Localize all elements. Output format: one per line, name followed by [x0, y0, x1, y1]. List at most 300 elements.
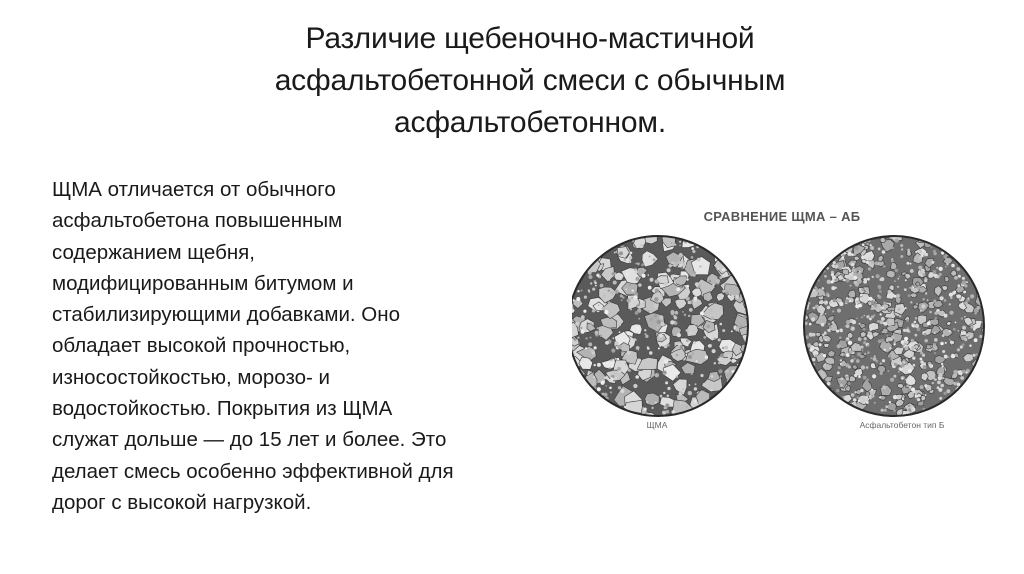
fine-grain — [607, 372, 610, 375]
fine-grain — [859, 271, 861, 273]
fine-grain — [932, 270, 936, 274]
fine-grain — [649, 351, 652, 354]
fine-grain — [695, 383, 697, 385]
fine-grain — [914, 321, 916, 323]
fine-grain — [609, 311, 612, 314]
fine-grain — [590, 349, 593, 352]
fine-grain — [972, 354, 975, 357]
fine-grain — [634, 338, 637, 341]
body-paragraph — [52, 174, 552, 518]
fine-grain — [840, 377, 843, 380]
fine-grain — [824, 301, 828, 305]
fine-grain — [686, 329, 689, 332]
fine-grain — [924, 384, 927, 387]
fine-grain — [896, 294, 900, 298]
fine-grain — [627, 298, 631, 302]
fine-grain — [955, 322, 957, 324]
fine-grain — [905, 379, 907, 381]
fine-grain — [648, 286, 652, 290]
fine-grain — [870, 244, 872, 246]
fine-grain — [722, 290, 725, 293]
fine-grain — [942, 334, 945, 337]
fine-grain — [948, 330, 950, 332]
fine-grain — [840, 359, 842, 361]
fine-grain — [592, 288, 595, 291]
fine-grain — [700, 311, 704, 315]
fine-grain — [812, 358, 816, 362]
fine-grain — [929, 306, 931, 308]
fine-grain — [587, 373, 589, 375]
fine-grain — [962, 277, 965, 280]
fine-grain — [962, 370, 966, 374]
fine-grain — [909, 386, 911, 388]
fine-grain — [734, 360, 736, 362]
fine-grain — [676, 354, 679, 357]
fine-grain — [712, 349, 716, 353]
fine-grain — [593, 376, 595, 378]
fine-grain — [581, 290, 583, 292]
fine-grain — [850, 359, 853, 362]
fine-grain — [661, 322, 665, 326]
title-line: асфальтобетонном. — [394, 106, 666, 139]
fine-grain — [850, 276, 854, 280]
fine-grain — [902, 398, 904, 400]
fine-grain — [883, 265, 885, 267]
fine-grain — [628, 369, 631, 372]
fine-grain — [866, 315, 869, 318]
fine-grain — [679, 393, 682, 396]
fine-grain — [877, 295, 880, 298]
fine-grain — [653, 258, 656, 261]
fine-grain — [866, 261, 869, 264]
fine-grain — [899, 322, 903, 326]
fine-grain — [730, 277, 732, 279]
fine-grain — [731, 331, 733, 333]
fine-grain — [867, 278, 870, 281]
fine-grain — [659, 334, 663, 338]
fine-grain — [966, 334, 969, 337]
fine-grain — [728, 295, 730, 297]
fine-grain — [665, 407, 667, 409]
fine-grain — [964, 301, 968, 305]
fine-grain — [574, 338, 577, 341]
fine-grain — [617, 367, 621, 371]
fine-grain — [632, 360, 636, 364]
fine-grain — [888, 370, 890, 372]
fine-grain — [869, 318, 872, 321]
fine-grain — [961, 317, 964, 320]
aggregate-stone — [975, 363, 986, 373]
fine-grain — [662, 411, 666, 415]
fine-grain — [923, 254, 925, 256]
fine-grain — [907, 262, 910, 265]
fine-grain — [829, 302, 831, 304]
fine-grain — [834, 264, 838, 268]
aggregate-stone — [794, 331, 805, 341]
asphalt-concrete-label: Асфальтобетон тип Б — [859, 420, 945, 430]
fine-grain — [822, 334, 825, 337]
fine-grain — [688, 355, 692, 359]
fine-grain — [610, 291, 614, 295]
fine-grain — [945, 266, 947, 268]
fine-grain — [957, 381, 959, 383]
fine-grain — [903, 329, 906, 332]
aggregate-stone — [842, 269, 849, 275]
fine-grain — [590, 337, 592, 339]
fine-grain — [901, 341, 904, 344]
fine-grain — [856, 301, 858, 303]
fine-grain — [584, 296, 587, 299]
fine-grain — [951, 354, 955, 358]
fine-grain — [724, 346, 728, 350]
fine-grain — [854, 374, 857, 377]
fine-grain — [845, 339, 847, 341]
fine-grain — [576, 297, 580, 301]
fine-grain — [581, 359, 584, 362]
fine-grain — [594, 364, 596, 366]
fine-grain — [937, 275, 940, 278]
fine-grain — [944, 355, 948, 359]
fine-grain — [883, 301, 886, 304]
fine-grain — [878, 285, 882, 289]
fine-grain — [663, 373, 665, 375]
fine-grain — [900, 402, 902, 404]
fine-grain — [846, 320, 850, 324]
figure-caption: СРАВНЕНИЕ ЩМА – АБ — [703, 209, 861, 224]
fine-grain — [964, 284, 967, 287]
fine-grain — [696, 360, 698, 362]
aggregate-stone — [802, 356, 808, 362]
fine-grain — [840, 363, 842, 365]
fine-grain — [676, 376, 678, 378]
fine-grain — [664, 359, 668, 363]
fine-grain — [861, 288, 864, 291]
fine-grain — [871, 306, 875, 310]
fine-grain — [694, 387, 697, 390]
fine-grain — [912, 409, 914, 411]
fine-grain — [919, 250, 923, 254]
fine-grain — [613, 337, 615, 339]
fine-grain — [966, 281, 968, 283]
fine-grain — [684, 314, 687, 317]
fine-grain — [718, 338, 721, 341]
fine-grain — [709, 308, 713, 312]
fine-grain — [855, 304, 859, 308]
fine-grain — [881, 370, 883, 372]
fine-grain — [647, 413, 649, 415]
fine-grain — [885, 331, 888, 334]
fine-grain — [880, 277, 884, 281]
fine-grain — [909, 287, 911, 289]
fine-grain — [890, 378, 894, 382]
fine-grain — [691, 352, 694, 355]
fine-grain — [897, 237, 899, 239]
fine-grain — [891, 247, 894, 250]
fine-grain — [663, 392, 665, 394]
fine-grain — [929, 311, 932, 314]
fine-grain — [963, 291, 966, 294]
fine-grain — [837, 371, 840, 374]
fine-grain — [850, 285, 852, 287]
fine-grain — [930, 246, 932, 248]
fine-grain — [815, 287, 817, 289]
fine-grain — [943, 255, 947, 259]
fine-grain — [655, 279, 659, 283]
fine-grain — [917, 398, 920, 401]
fine-grain — [661, 293, 664, 296]
fine-grain — [951, 264, 955, 268]
body-line: служат дольше — до 15 лет и более. Это — [52, 428, 447, 452]
fine-grain — [686, 285, 689, 288]
fine-grain — [600, 284, 604, 288]
fine-grain — [970, 325, 973, 328]
fine-grain — [660, 395, 663, 398]
fine-grain — [908, 383, 910, 385]
fine-grain — [833, 261, 836, 264]
fine-grain — [863, 376, 867, 380]
fine-grain — [869, 328, 872, 331]
fine-grain — [881, 317, 885, 321]
fine-grain — [575, 322, 579, 326]
fine-grain — [689, 308, 693, 312]
fine-grain — [857, 396, 860, 399]
fine-grain — [897, 308, 900, 311]
fine-grain — [842, 267, 844, 269]
fine-grain — [880, 320, 884, 324]
fine-grain — [920, 360, 923, 363]
fine-grain — [624, 259, 626, 261]
fine-grain — [938, 388, 942, 392]
fine-grain — [861, 316, 863, 318]
fine-grain — [835, 279, 838, 282]
sample-images — [572, 230, 992, 420]
fine-grain — [900, 362, 902, 364]
body-line: обладает высокой прочностью, — [52, 334, 351, 358]
fine-grain — [868, 257, 870, 259]
fine-grain — [895, 239, 899, 243]
fine-grain — [920, 271, 923, 274]
fine-grain — [870, 246, 874, 250]
fine-grain — [675, 311, 679, 315]
fine-grain — [847, 252, 851, 256]
fine-grain — [686, 297, 690, 301]
comparison-figure — [572, 200, 992, 440]
fine-grain — [925, 292, 927, 294]
aggregate-stone — [983, 346, 991, 352]
fine-grain — [677, 261, 681, 265]
fine-grain — [616, 291, 618, 293]
fine-grain — [611, 349, 615, 353]
aggregate-stone — [796, 320, 800, 325]
fine-grain — [858, 400, 860, 402]
fine-grain — [843, 279, 845, 281]
fine-grain — [825, 313, 827, 315]
fine-grain — [922, 250, 924, 252]
fine-grain — [709, 345, 712, 348]
fine-grain — [929, 364, 932, 367]
fine-grain — [937, 381, 941, 385]
fine-grain — [719, 276, 722, 279]
fine-grain — [609, 387, 612, 390]
fine-grain — [976, 353, 978, 355]
fine-grain — [827, 306, 831, 310]
fine-grain — [588, 271, 592, 275]
fine-grain — [671, 262, 673, 264]
fine-grain — [901, 248, 903, 250]
fine-grain — [949, 311, 953, 315]
fine-grain — [949, 339, 951, 341]
fine-grain — [724, 283, 726, 285]
fine-grain — [598, 305, 600, 307]
fine-grain — [836, 389, 839, 392]
fine-grain — [625, 275, 628, 278]
fine-grain — [828, 329, 831, 332]
fine-grain — [603, 393, 607, 397]
fine-grain — [936, 331, 938, 333]
fine-grain — [634, 270, 637, 273]
fine-grain — [925, 339, 928, 342]
fine-grain — [934, 344, 936, 346]
fine-grain — [613, 281, 617, 285]
fine-grain — [849, 350, 853, 354]
fine-grain — [949, 303, 951, 305]
fine-grain — [658, 348, 660, 350]
fine-grain — [605, 341, 609, 345]
fine-grain — [912, 286, 914, 288]
fine-grain — [581, 315, 585, 319]
fine-grain — [839, 329, 843, 333]
fine-grain — [682, 262, 686, 266]
fine-grain — [867, 345, 869, 347]
fine-grain — [671, 242, 673, 244]
fine-grain — [666, 410, 670, 414]
fine-grain — [894, 280, 896, 282]
fine-grain — [877, 320, 880, 323]
fine-grain — [879, 396, 881, 398]
fine-grain — [882, 385, 886, 389]
fine-grain — [827, 280, 831, 284]
fine-grain — [609, 367, 611, 369]
fine-grain — [954, 276, 958, 280]
fine-grain — [873, 314, 875, 316]
fine-grain — [722, 329, 725, 332]
fine-grain — [881, 339, 885, 343]
fine-grain — [949, 293, 953, 297]
fine-grain — [585, 337, 588, 340]
fine-grain — [728, 354, 732, 358]
fine-grain — [886, 335, 888, 337]
fine-grain — [920, 358, 923, 361]
fine-grain — [908, 369, 912, 373]
fine-grain — [874, 355, 876, 357]
fine-grain — [880, 313, 882, 315]
aggregate-stone — [801, 289, 808, 295]
fine-grain — [899, 368, 902, 371]
fine-grain — [931, 261, 934, 264]
fine-grain — [864, 353, 866, 355]
fine-grain — [809, 323, 812, 326]
fine-grain — [893, 343, 895, 345]
fine-grain — [885, 405, 888, 408]
fine-grain — [889, 325, 892, 328]
fine-grain — [968, 297, 970, 299]
fine-grain — [892, 307, 895, 310]
fine-grain — [646, 401, 648, 403]
fine-grain — [604, 310, 608, 314]
fine-grain — [686, 406, 688, 408]
fine-grain — [867, 378, 870, 381]
fine-grain — [899, 315, 902, 318]
fine-grain — [882, 359, 885, 362]
fine-grain — [718, 362, 721, 365]
sma-label: ЩМА — [646, 420, 668, 430]
fine-grain — [625, 289, 627, 291]
fine-grain — [848, 341, 852, 345]
fine-grain — [924, 279, 927, 282]
fine-grain — [809, 333, 813, 337]
body-line: стабилизирующими добавками. Оно — [52, 303, 400, 327]
fine-grain — [958, 284, 961, 287]
fine-grain — [884, 349, 886, 351]
fine-grain — [917, 286, 920, 289]
fine-grain — [898, 371, 900, 373]
fine-grain — [891, 260, 894, 263]
fine-grain — [871, 300, 875, 304]
fine-grain — [691, 373, 693, 375]
fine-grain — [604, 376, 607, 379]
fine-grain — [654, 314, 657, 317]
fine-grain — [912, 393, 914, 395]
fine-grain — [711, 375, 714, 378]
fine-grain — [910, 301, 912, 303]
fine-grain — [934, 332, 936, 334]
fine-grain — [632, 290, 634, 292]
sma-sample-image — [572, 230, 761, 420]
fine-grain — [712, 284, 714, 286]
fine-grain — [665, 381, 668, 384]
fine-grain — [848, 382, 851, 385]
fine-grain — [897, 286, 899, 288]
fine-grain — [922, 273, 925, 276]
fine-grain — [864, 315, 866, 317]
fine-grain — [862, 244, 865, 247]
fine-grain — [817, 294, 819, 296]
fine-grain — [934, 312, 937, 315]
fine-grain — [904, 407, 906, 409]
fine-grain — [656, 326, 658, 328]
fine-grain — [725, 272, 727, 274]
fine-grain — [871, 394, 875, 398]
fine-grain — [878, 248, 881, 251]
fine-grain — [961, 330, 963, 332]
fine-grain — [588, 291, 590, 293]
fine-grain — [647, 310, 649, 312]
fine-grain — [854, 276, 858, 280]
fine-grain — [851, 263, 854, 266]
fine-grain — [901, 377, 904, 380]
fine-grain — [711, 317, 714, 320]
fine-grain — [953, 382, 957, 386]
fine-grain — [908, 408, 911, 411]
fine-grain — [854, 391, 856, 393]
fine-grain — [872, 276, 874, 278]
fine-grain — [846, 324, 850, 328]
fine-grain — [816, 288, 819, 291]
fine-grain — [846, 278, 850, 282]
fine-grain — [907, 351, 911, 355]
fine-grain — [953, 370, 957, 374]
fine-grain — [875, 360, 878, 363]
